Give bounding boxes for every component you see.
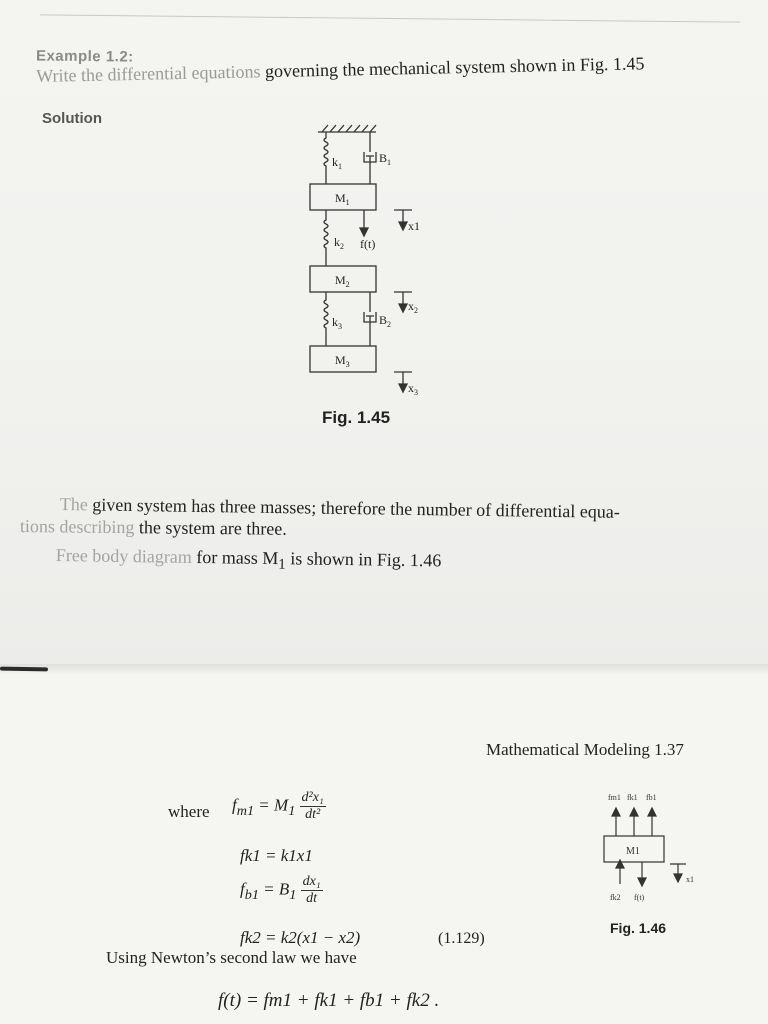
fbd-label-x1: x1 xyxy=(686,875,694,884)
label-k2: $k_2$ xyxy=(334,235,344,251)
damper-b2 xyxy=(364,292,376,346)
equation-number: (1.129) xyxy=(438,930,485,947)
fbd-label-ft: f(t) xyxy=(634,893,645,902)
question-main: governing the mechanical system shown in Fig. 1.45 xyxy=(260,53,645,82)
question-faint: Write the differential equations xyxy=(36,61,261,86)
figure-1-45-diagram xyxy=(296,120,456,400)
newton-law-text: Using Newton’s second law we have xyxy=(106,948,357,967)
spring-k2 xyxy=(324,210,328,266)
figure-1-46-diagram xyxy=(594,788,704,918)
fm1-sub: m1 xyxy=(236,802,255,819)
paragraph-line-3 xyxy=(56,545,442,576)
equation-fb1 xyxy=(240,874,323,907)
fb1-fraction xyxy=(301,874,323,907)
fbd-label-fk2: fk2 xyxy=(610,893,621,902)
label-m3: $M_3$ xyxy=(335,353,350,369)
p1-faint: The xyxy=(59,494,88,515)
label-m1: $M_1$ xyxy=(335,191,350,207)
fbd-arrow-fk2 xyxy=(616,860,624,868)
page-header: Mathematical Modeling 1.37 xyxy=(486,740,684,759)
fb1-lhs: f xyxy=(240,879,245,899)
label-x2: $x_2$ xyxy=(408,299,418,315)
force-arrow xyxy=(360,228,368,236)
p2-main: the system are three. xyxy=(134,517,287,539)
fm1-num: d²x₁ xyxy=(301,790,324,805)
example-title: Example 1.2: xyxy=(35,47,134,66)
fbd-label-fk1: fk1 xyxy=(627,793,638,802)
paragraph-line-2 xyxy=(20,516,287,540)
spring-k1 xyxy=(324,132,328,184)
label-ft: f(t) xyxy=(360,237,376,251)
fb1-sub: b1 xyxy=(244,886,259,903)
label-b2: $B_2$ xyxy=(379,313,392,329)
page-seam xyxy=(0,664,768,674)
fbd-label-fm1: fm1 xyxy=(608,793,621,802)
fm1-den: dt² xyxy=(305,807,321,822)
label-b1: $B_1$ xyxy=(379,151,392,167)
fm1-fraction xyxy=(300,790,326,823)
label-x3: $x_3$ xyxy=(408,381,418,397)
support-hatch xyxy=(322,125,376,132)
p3-main: for mass M xyxy=(191,546,279,569)
label-m2: $M_2$ xyxy=(335,273,350,289)
fb1-num: dx₁ xyxy=(302,874,321,889)
label-k1: $k_1$ xyxy=(332,155,342,171)
fm1-rhs: = M xyxy=(258,795,289,815)
p3-sub: 1 xyxy=(278,556,286,573)
fb1-rhs: = B xyxy=(263,879,290,899)
page-edge-mark xyxy=(0,667,48,672)
fbd-label-mass: M1 xyxy=(626,846,640,857)
figure-1-45-caption: Fig. 1.45 xyxy=(322,408,391,427)
fbd-arrow-fk1 xyxy=(630,808,638,816)
figure-1-46-caption: Fig. 1.46 xyxy=(610,920,667,936)
fbd-label-fb1: fb1 xyxy=(646,793,657,802)
fb1-den: dt xyxy=(306,891,318,906)
p3-tail: is shown in Fig. 1.46 xyxy=(285,548,442,571)
where-label: where xyxy=(168,802,210,821)
equation-fk1: fk1 = k1x1 xyxy=(240,846,313,865)
p3-faint: Free body diagram xyxy=(55,545,192,567)
p1-main: given system has three masses; therefore the number of differential equa- xyxy=(87,494,620,522)
fm1-lhs: f xyxy=(232,795,237,815)
label-k3: $k_3$ xyxy=(332,315,342,331)
fbd-arrow-fb1 xyxy=(648,808,656,816)
p2-faint: tions describing xyxy=(19,516,135,538)
damper-b1 xyxy=(364,132,376,184)
fbd-arrow-fm1 xyxy=(612,808,620,816)
equation-fm1 xyxy=(232,790,326,823)
fm1-rhs-sub: 1 xyxy=(288,802,296,819)
fbd-arrow-ft xyxy=(638,878,646,886)
solution-label: Solution xyxy=(42,110,102,127)
final-equation: f(t) = fm1 + fk1 + fb1 + fk2 . xyxy=(218,990,440,1011)
spring-k3 xyxy=(324,292,328,346)
fb1-rhs-sub: 1 xyxy=(289,886,297,903)
equation-fk2: fk2 = k2(x1 − x2) xyxy=(240,928,361,947)
label-x1: x1 xyxy=(408,219,420,233)
